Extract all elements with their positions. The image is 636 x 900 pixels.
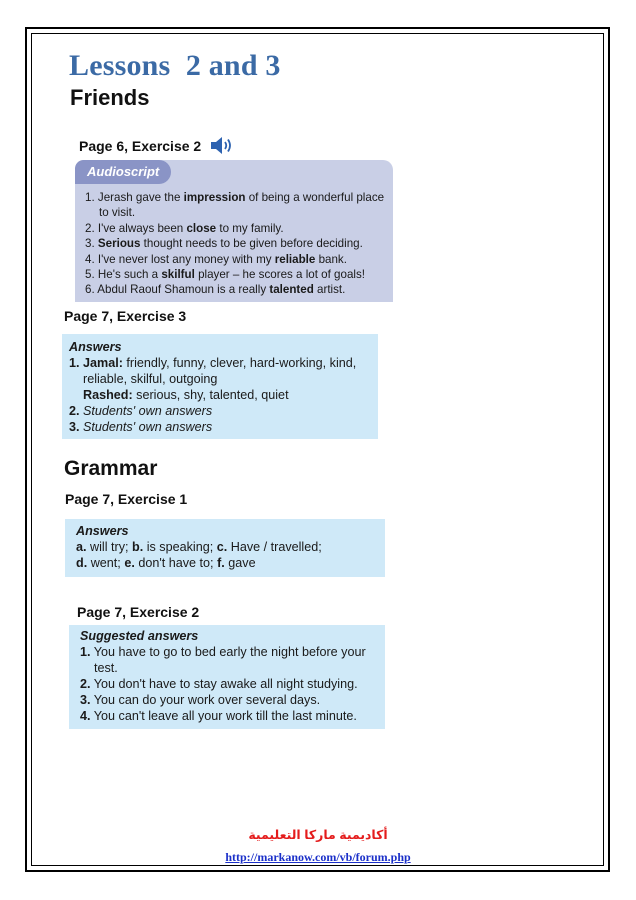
- answers-label: Suggested answers: [80, 629, 199, 643]
- list-item: 4. I've never lost any money with my reliable bank.: [85, 252, 347, 266]
- answers-label: Answers: [69, 340, 122, 354]
- audioscript-tab: Audioscript: [75, 160, 171, 184]
- footer-link-row: [0, 848, 636, 866]
- list-item: 4. You can't leave all your work till the last minute.: [80, 709, 357, 723]
- answers-box-p7-ex1: [65, 519, 385, 577]
- speaker-icon[interactable]: [211, 137, 235, 157]
- list-item: 3. Students' own answers: [69, 420, 213, 434]
- audioscript-list: [85, 190, 393, 298]
- answers-box-p7-ex2: [69, 625, 385, 729]
- answers-box-p7-ex3: [62, 334, 378, 439]
- list-item: Rashed: serious, shy, talented, quiet: [83, 388, 289, 402]
- page-title: Lessons 2 and 3: [69, 49, 281, 82]
- list-item: 1. Jamal: friendly, funny, clever, hard-working, kind, reliable, skilful, outgoing: [69, 356, 357, 386]
- footer-academy-name: أكاديمية ماركا التعليمية: [248, 828, 388, 842]
- list-item: 3. Serious thought needs to be given before deciding.: [85, 237, 363, 251]
- footer-forum-link[interactable]: http://markanow.com/vb/forum.php: [225, 850, 411, 864]
- audioscript-box: [75, 160, 393, 302]
- exercise-heading-p7-ex3: Page 7, Exercise 3: [64, 308, 187, 324]
- exercise-heading-p7-ex1: Page 7, Exercise 1: [65, 491, 188, 507]
- list-item: a. will try; b. is speaking; c. Have / travelled;: [76, 540, 322, 554]
- list-item: 2. Students' own answers: [69, 404, 213, 418]
- list-item: d. went; e. don't have to; f. gave: [76, 556, 256, 570]
- exercise-heading-p7-ex2: Page 7, Exercise 2: [77, 604, 200, 620]
- exercise-heading-p6-ex2: [79, 137, 235, 157]
- list-item: 6. Abdul Raouf Shamoun is a really talented artist.: [85, 283, 346, 297]
- answers-label: Answers: [76, 524, 129, 538]
- list-item: 2. You don't have to stay awake all night studying.: [80, 677, 358, 691]
- page-border-inner: [31, 33, 604, 866]
- grammar-heading: Grammar: [64, 457, 158, 480]
- list-item: 3. You can do your work over several days.: [80, 693, 321, 707]
- list-item: 1. You have to go to bed early the night before your test.: [80, 645, 366, 675]
- list-item: 5. He's such a skilful player – he scores a lot of goals!: [85, 268, 365, 282]
- list-item: 2. I've always been close to my family.: [85, 221, 284, 235]
- page-subtitle: Friends: [70, 85, 150, 110]
- exercise-heading-text: Page 6, Exercise 2: [79, 138, 202, 154]
- list-item: 1. Jerash gave the impression of being a wonderful place to visit.: [85, 191, 385, 220]
